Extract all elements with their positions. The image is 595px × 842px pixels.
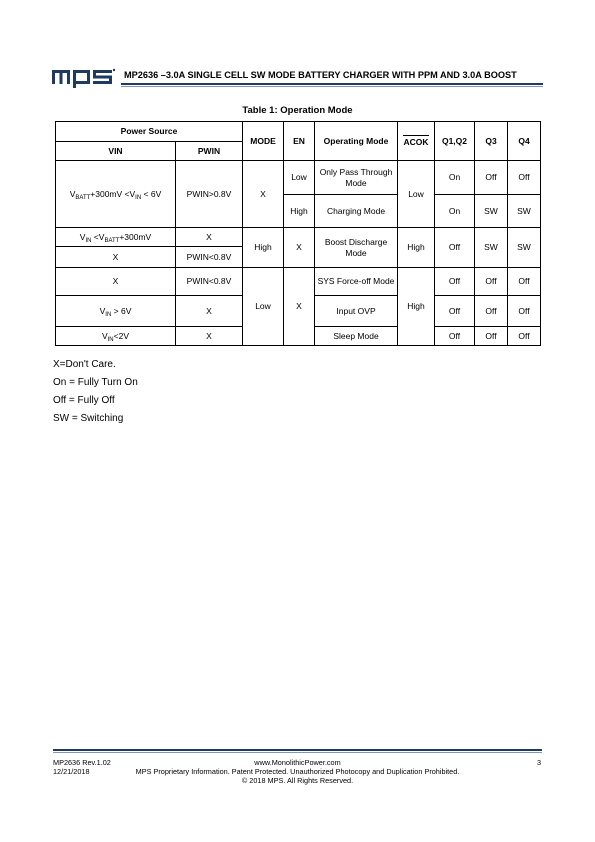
header-q1q2: Q1,Q2 — [435, 122, 475, 161]
mode-cell: High — [243, 228, 284, 268]
q1q2-cell: On — [435, 161, 475, 195]
q4-cell: Off — [508, 268, 541, 296]
header-q3: Q3 — [475, 122, 508, 161]
note-fully-on: On = Fully Turn On — [53, 377, 138, 388]
operating-mode-cell: Input OVP — [315, 296, 398, 327]
document-title: MP2636 –3.0A SINGLE CELL SW MODE BATTERY CHARGER WITH PPM AND 3.0A BOOST — [124, 70, 517, 80]
vin-cell: $V_{BATT}+300mV <V_{IN} < 6V$ — [56, 161, 176, 228]
vin-cell: $V_{IN} > 6V$ — [56, 296, 176, 327]
header-power-source: Power Source — [56, 122, 243, 142]
header-rule-thin — [121, 86, 543, 87]
q3-cell: SW — [475, 195, 508, 228]
header-mode: MODE — [243, 122, 284, 161]
footer-rule-thin — [53, 752, 542, 753]
mps-logo — [52, 66, 116, 88]
footer-copyright: © 2018 MPS. All Rights Reserved. — [241, 776, 354, 785]
pwin-cell: PWIN>0.8V — [176, 161, 243, 228]
q1q2-cell: Off — [435, 268, 475, 296]
q3-cell: Off — [475, 268, 508, 296]
q1q2-cell: Off — [435, 228, 475, 268]
header-acok-label: ACOK — [403, 136, 429, 147]
vin-cell: $V_{IN} <V_{BATT}+300mV$ — [56, 228, 176, 247]
q4-cell: SW — [508, 228, 541, 268]
vin-cell: $V_{IN}<2V$ — [56, 327, 176, 346]
en-cell: Low — [284, 161, 315, 195]
en-cell: High — [284, 195, 315, 228]
q3-cell: Off — [475, 296, 508, 327]
operating-mode-cell: Sleep Mode — [315, 327, 398, 346]
header-rule — [121, 83, 543, 85]
pwin-cell: X — [176, 228, 243, 247]
footer-proprietary: MPS Proprietary Information. Patent Protected. Unauthorized Photocopy and Duplication Prohibited. — [135, 767, 460, 776]
pwin-cell: PWIN<0.8V — [176, 247, 243, 268]
table-caption: Table 1: Operation Mode — [242, 105, 353, 116]
note-dont-care: X=Don't Care. — [53, 359, 116, 370]
header-pwin: PWIN — [176, 142, 243, 161]
footer-url[interactable]: www.MonolithicPower.com — [254, 758, 341, 767]
pwin-cell: X — [176, 296, 243, 327]
note-switching: SW = Switching — [53, 413, 124, 424]
q1q2-cell: Off — [435, 327, 475, 346]
q1q2-cell: Off — [435, 296, 475, 327]
q1q2-cell: On — [435, 195, 475, 228]
q3-cell: SW — [475, 228, 508, 268]
footer-date: 12/21/2018 — [53, 767, 90, 776]
operation-mode-table — [55, 121, 541, 346]
footer-revision: MP2636 Rev.1.02 — [53, 758, 111, 767]
en-cell: X — [284, 268, 315, 346]
acok-cell: Low — [398, 161, 435, 228]
mode-cell: Low — [243, 268, 284, 346]
header-operating-mode: Operating Mode — [315, 122, 398, 161]
pwin-cell: PWIN<0.8V — [176, 268, 243, 296]
header-en: EN — [284, 122, 315, 161]
operating-mode-cell: Only Pass Through Mode — [315, 161, 398, 195]
vin-cell: X — [56, 268, 176, 296]
en-cell: X — [284, 228, 315, 268]
acok-cell: High — [398, 228, 435, 268]
header-q4: Q4 — [508, 122, 541, 161]
q4-cell: Off — [508, 327, 541, 346]
acok-cell: High — [398, 268, 435, 346]
operating-mode-cell: Charging Mode — [315, 195, 398, 228]
operating-mode-cell: Boost Discharge Mode — [315, 228, 398, 268]
q4-cell: Off — [508, 161, 541, 195]
q4-cell: SW — [508, 195, 541, 228]
page-number: 3 — [537, 758, 542, 767]
q3-cell: Off — [475, 161, 508, 195]
pwin-cell: X — [176, 327, 243, 346]
mode-cell: X — [243, 161, 284, 228]
header-vin: VIN — [56, 142, 176, 161]
vin-cell: X — [56, 247, 176, 268]
q3-cell: Off — [475, 327, 508, 346]
note-fully-off: Off = Fully Off — [53, 395, 115, 406]
footer-rule — [53, 749, 542, 751]
operating-mode-cell: SYS Force-off Mode — [315, 268, 398, 296]
header-acok — [398, 122, 435, 161]
q4-cell: Off — [508, 296, 541, 327]
